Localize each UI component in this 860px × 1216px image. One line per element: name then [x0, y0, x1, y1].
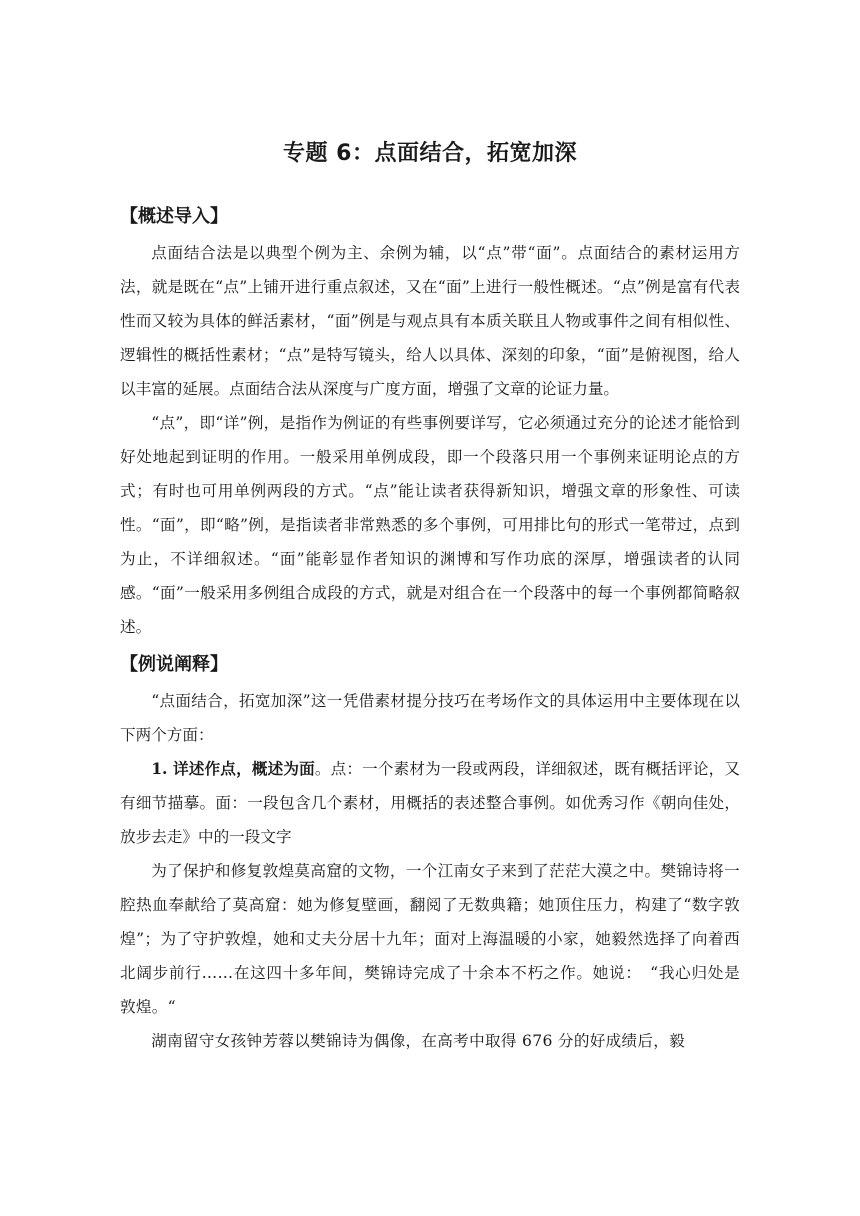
example-paragraph-2: 湖南留守女孩钟芳蓉以樊锦诗为偶像，在高考中取得 676 分的好成绩后，毅: [151, 1032, 686, 1050]
document-body: [120, 200, 740, 1058]
document-title: 专题 6：点面结合，拓宽加深: [283, 141, 577, 166]
overview-paragraph-2: “点”，即“详”例，是指作为例证的有些事例要详写，它必须通过充分的论述才能恰到好处地起到证明的作用。一般采用单例成段，即一个段落只用一个事例来证明论点的方式；有时也可用单例两段的方式。“点”能让读者获得新知识，增强文章的形象性、可读性。“面”，即“略”例，是指读者非常熟悉的多个事例，可用排比句的形式一笔带过，点到为止，不详细叙述。“面”能彰显作者知识的渊博和写作功底的深厚，增强读者的认同感。“面”一般采用多例组合成段的方式，就是对组合在一个段落中的每一个事例都简略叙述。: [120, 414, 740, 636]
point-1-bold-lead: 1. 详述作点，概述为面: [151, 759, 315, 778]
overview-paragraph-1: 点面结合法是以典型个例为主、余例为辅，以“点”带“面”。点面结合的素材运用方法，就是既在“点”上铺开进行重点叙述，又在“面”上进行一般性概述。“点”例是富有代表性而又较为具体的鲜活素材，“面”例是与观点具有本质关联且人物或事件之间有相似性、逻辑性的概括性素材；“点”是特写镜头，给人以具体、深刻的印象，“面”是俯视图，给人以丰富的延展。点面结合法从深度与广度方面，增强了文章的论证力量。: [120, 244, 740, 398]
examples-intro-paragraph: “点面结合，拓宽加深”这一凭借素材提分技巧在考场作文的具体运用中主要体现在以下两个方面：: [120, 692, 740, 744]
section-heading-examples: 【例说阐释】: [120, 654, 228, 675]
point-1-text: 。点：一个素材为一段或两段，详细叙述，既有概括评论，又有细节描摹。面：一段包含几个素材，用概括的表述整合事例。如优秀习作《朝向佳处，放步去走》中的一段文字: [120, 760, 740, 846]
point-1-paragraph: [120, 752, 740, 854]
section-heading-overview: 【概述导入】: [120, 206, 228, 227]
example-paragraph-1: 为了保护和修复敦煌莫高窟的文物，一个江南女子来到了茫茫大漠之中。樊锦诗将一腔热血奉献给了莫高窟：她为修复壁画，翻阅了无数典籍；她顶住压力，构建了“数字敦煌”；为了守护敦煌，她和丈夫分居十九年；面对上海温暖的小家，她毅然选择了向着西北阔步前行……在这四十多年间，樊锦诗完成了十余本不朽之作。她说： “我心归处是敦煌。“: [120, 862, 740, 1016]
